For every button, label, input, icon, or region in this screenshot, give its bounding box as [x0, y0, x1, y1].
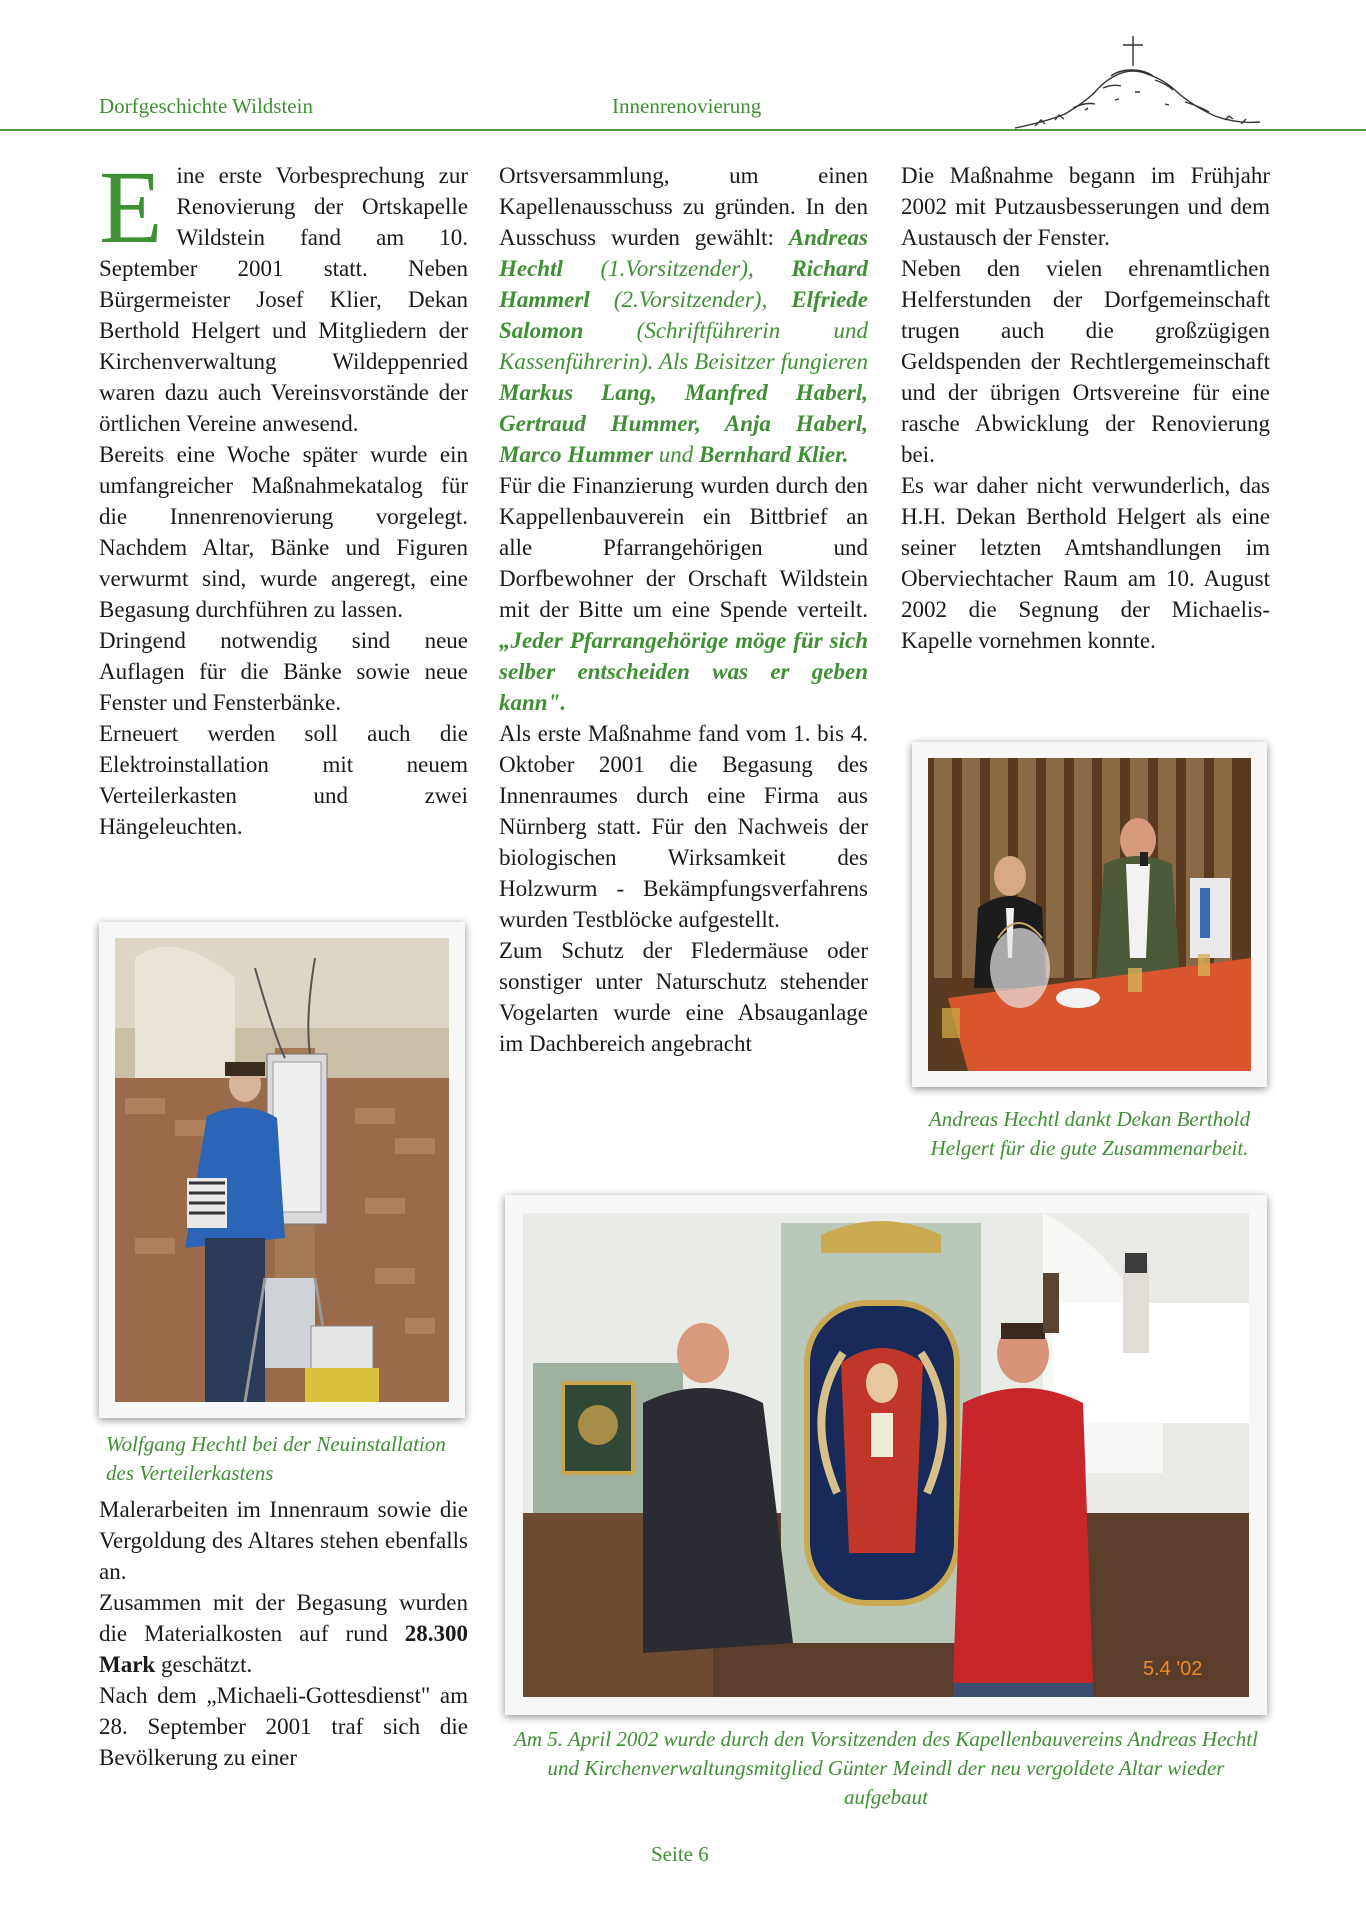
photo-frame-thanks — [912, 742, 1267, 1087]
hill-chapel-cross-icon — [1015, 30, 1260, 134]
member-conjunction: und — [652, 442, 699, 467]
header-section: Innenrenovierung — [612, 94, 762, 118]
costs-text-end: geschätzt. — [155, 1652, 253, 1677]
photo-altar — [523, 1213, 1249, 1697]
catalog-paragraph: Bereits eine Woche später wurde ein umfangreicher Maßnahmekatalog für die Innenrenovierung vorgelegt. Nachdem Altar, Bänke und Figuren verwurmt sind, wurde angeregt, eine Begasung durchführen zu lassen. — [99, 442, 468, 622]
page-number: Seite 6 — [651, 1842, 709, 1866]
drop-cap: E — [99, 150, 163, 265]
header-divider — [0, 129, 1366, 131]
costs-text: Zusammen mit der Begasung wurden die Materialkosten auf rund — [99, 1590, 468, 1646]
blessing-paragraph: Es war daher nicht verwunderlich, das H.H. Dekan Berthold Helgert als eine seiner letzten Amtshandlungen im Oberviechtacher Raum am 10. August 2002 die Segnung der Michaelis-Kapelle vornehmen konnte. — [901, 473, 1270, 653]
member-name: Elfriede Salomon — [499, 287, 868, 343]
member-name: Bernhard Klier. — [698, 442, 849, 467]
caption-thanks: Andreas Hechtl dankt Dekan Berthold Helgert für die gute Zusammenarbeit. — [928, 1107, 1251, 1160]
photo-thanks — [928, 758, 1251, 1071]
fumigation-paragraph: Als erste Maßnahme fand vom 1. bis 4. Oktober 2001 die Begasung des Innenraumes durch eine Firma aus Nürnberg statt. Für den Nachweis der biologischen Wirksamkeit des Holzwurm - Bekämpfungsverfahrens wurden Testblöcke aufgestellt. — [499, 721, 868, 932]
member-names: Markus Lang, Manfred Haberl, Gertraud Hummer, Anja Haberl, Marco Hummer — [499, 380, 868, 467]
bats-paragraph: Zum Schutz der Fledermäuse oder sonstiger unter Naturschutz stehender Vogelarten wurde eine Absauganlage im Dachbereich angebracht — [499, 938, 868, 1056]
photo-electrician — [115, 938, 449, 1402]
finance-paragraph — [499, 470, 868, 718]
photo-frame-electric — [99, 922, 465, 1418]
finance-text: Für die Finanzierung wurden durch den Kappellenbauverein ein Bittbrief an alle Pfarrangehörigen und Dorfbewohner der Orschaft Wildstein mit der Bitte um eine Spende verteilt. — [499, 473, 868, 622]
finance-quote: „Jeder Pfarrangehörige möge für sich selber entscheiden was er geben kann". — [499, 628, 868, 715]
member-role: (Schriftführerin und Kassenführerin). Als Beisitzer fungieren — [499, 318, 868, 374]
header-title: Dorfgeschichte Wildstein — [99, 94, 313, 118]
column-1 — [99, 150, 468, 842]
caption-altar: Am 5. April 2002 wurde durch den Vorsitzenden des Kapellenbauvereins Andreas Hechtl und Kirchenverwaltungsmitglied Günter Meindl der neu vergoldete Altar wieder aufgebaut — [514, 1727, 1258, 1809]
column-2 — [499, 160, 868, 1059]
painting-paragraph: Malerarbeiten im Innenraum sowie die Vergoldung des Altares stehen ebenfalls an. — [99, 1497, 468, 1584]
committee-intro: Ortsversammlung, um einen Kapellenausschuss zu gründen. In den Ausschuss wurden gewählt: — [499, 163, 868, 250]
photo-frame-altar — [505, 1195, 1267, 1715]
intro-paragraph — [99, 150, 468, 439]
member-name: Richard Hammerl — [499, 256, 868, 312]
intro-text: ine erste Vorbesprechung zur Renovierung der Ortskapelle Wildstein fand am 10. September 2001 statt. Neben Bürgermeister Josef Klier, Dekan Berthold Helgert und Mitgliedern der Kirchenverwaltung Wildeppenried waren dazu auch Vereinsvorstände der örtlichen Vereine anwesend. — [99, 163, 468, 436]
member-role: (1.Vorsitzender), — [562, 256, 792, 281]
committee-paragraph — [499, 160, 868, 470]
needs-paragraph: Dringend notwendig sind neue Auflagen für die Bänke sowie neue Fenster und Fensterbänke. — [99, 628, 468, 715]
column-1-lower — [99, 1494, 468, 1773]
column-3 — [901, 160, 1270, 656]
michaeli-paragraph: Nach dem „Michaeli-Gottesdienst" am 28. September 2001 traf sich die Bevölkerung zu einer — [99, 1683, 468, 1770]
member-name: Andreas Hechtl — [499, 225, 868, 281]
costs-paragraph — [99, 1587, 468, 1680]
start-paragraph: Die Maßnahme begann im Frühjahr 2002 mit Putzausbesserungen und dem Austausch der Fenster. — [901, 163, 1270, 250]
costs-amount: 28.300 Mark — [99, 1621, 468, 1677]
electric-paragraph: Erneuert werden soll auch die Elektroinstallation mit neuem Verteilerkasten und zwei Hängeleuchten. — [99, 721, 468, 839]
volunteers-paragraph: Neben den vielen ehrenamtlichen Helferstunden der Dorfgemeinschaft trugen auch die großzügigen Geldspenden der Rechtlergemeinschaft und der übrigen Ortsvereine für eine rasche Abwicklung der Renovierung bei. — [901, 256, 1270, 467]
caption-electric: Wolfgang Hechtl bei der Neuinstallation des Verteilerkastens — [106, 1432, 446, 1485]
member-role: (2.Vorsitzender), — [589, 287, 792, 312]
date-stamp: 5.4 '02 — [1143, 1658, 1203, 1680]
